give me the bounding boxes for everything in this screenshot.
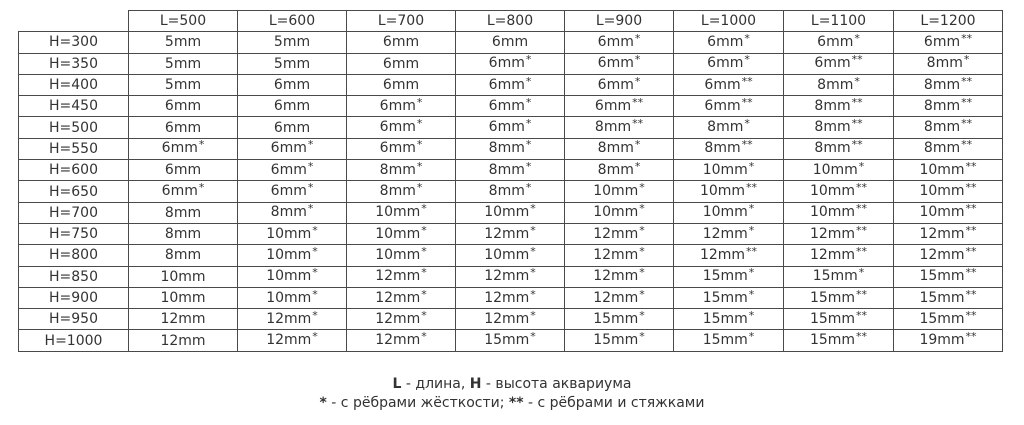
thickness-cell: 12mm*: [565, 287, 674, 308]
thickness-cell: 8mm**: [894, 74, 1003, 95]
row-header: H=850: [19, 266, 129, 287]
row-header: H=950: [19, 309, 129, 330]
thickness-cell: 6mm*: [129, 181, 238, 202]
thickness-cell: 12mm**: [674, 245, 784, 266]
table-row: [19, 74, 1003, 95]
table-row: [19, 138, 1003, 159]
thickness-cell: 6mm**: [784, 53, 894, 74]
thickness-cell: 6mm*: [784, 32, 894, 53]
legend-star-symbol: *: [319, 395, 327, 411]
thickness-cell: 10mm: [129, 266, 238, 287]
thickness-cell: 8mm**: [674, 138, 784, 159]
thickness-cell: 6mm: [238, 74, 347, 95]
thickness-cell: 12mm*: [238, 330, 347, 351]
thickness-cell: 10mm*: [565, 202, 674, 223]
row-header: H=500: [19, 117, 129, 138]
thickness-cell: 12mm*: [238, 309, 347, 330]
thickness-cell: 6mm*: [674, 32, 784, 53]
thickness-cell: 6mm: [238, 117, 347, 138]
thickness-cell: 12mm**: [894, 223, 1003, 244]
thickness-cell: 10mm*: [456, 202, 565, 223]
thickness-cell: 8mm*: [456, 160, 565, 181]
thickness-cell: 6mm*: [347, 117, 456, 138]
column-header: L=1100: [784, 11, 894, 32]
thickness-cell: 6mm: [347, 74, 456, 95]
thickness-cell: 15mm**: [894, 309, 1003, 330]
glass-thickness-table: [18, 10, 1003, 352]
row-header: H=550: [19, 138, 129, 159]
table-row: [19, 160, 1003, 181]
thickness-cell: 6mm**: [565, 96, 674, 117]
thickness-cell: 10mm**: [894, 181, 1003, 202]
thickness-cell: 8mm**: [894, 96, 1003, 117]
row-header: H=800: [19, 245, 129, 266]
table-row: [19, 330, 1003, 351]
thickness-cell: 10mm*: [238, 266, 347, 287]
thickness-cell: 6mm*: [238, 138, 347, 159]
thickness-cell: 10mm*: [347, 245, 456, 266]
thickness-cell: 10mm*: [674, 202, 784, 223]
legend-markers: [0, 394, 1024, 412]
thickness-cell: 6mm*: [456, 96, 565, 117]
thickness-cell: 12mm**: [784, 245, 894, 266]
legend-l-text: - длина,: [401, 376, 470, 392]
thickness-cell: 6mm*: [347, 138, 456, 159]
thickness-cell: 6mm: [347, 32, 456, 53]
thickness-cell: 10mm*: [456, 245, 565, 266]
thickness-cell: 6mm*: [456, 53, 565, 74]
thickness-cell: 10mm*: [565, 181, 674, 202]
thickness-cell: 15mm*: [674, 266, 784, 287]
thickness-cell: 10mm: [129, 287, 238, 308]
thickness-cell: 12mm*: [565, 266, 674, 287]
thickness-cell: 5mm: [238, 32, 347, 53]
table-corner-cell: [19, 11, 129, 32]
legend-h-text: - высота аквариума: [481, 376, 632, 392]
table-row: [19, 223, 1003, 244]
thickness-cell: 6mm*: [238, 181, 347, 202]
thickness-cell: 15mm**: [894, 287, 1003, 308]
thickness-cell: 6mm*: [129, 138, 238, 159]
thickness-cell: 6mm: [129, 160, 238, 181]
thickness-cell: 12mm*: [456, 266, 565, 287]
column-header: L=600: [238, 11, 347, 32]
thickness-cell: 6mm*: [456, 74, 565, 95]
table-body: [19, 32, 1003, 351]
thickness-cell: 10mm*: [674, 160, 784, 181]
thickness-cell: 10mm**: [894, 202, 1003, 223]
thickness-cell: 5mm: [129, 74, 238, 95]
thickness-cell: 8mm**: [565, 117, 674, 138]
thickness-cell: 12mm: [129, 330, 238, 351]
thickness-cell: 10mm**: [784, 181, 894, 202]
thickness-cell: 10mm*: [347, 202, 456, 223]
thickness-cell: 12mm*: [456, 223, 565, 244]
legend-l-symbol: L: [392, 376, 402, 392]
thickness-cell: 8mm: [129, 245, 238, 266]
thickness-cell: 8mm**: [894, 117, 1003, 138]
thickness-cell: 12mm*: [456, 287, 565, 308]
thickness-cell: 8mm*: [456, 138, 565, 159]
thickness-cell: 15mm**: [784, 309, 894, 330]
column-header: L=800: [456, 11, 565, 32]
thickness-cell: 15mm*: [674, 287, 784, 308]
thickness-cell: 8mm*: [456, 181, 565, 202]
thickness-cell: 12mm*: [565, 245, 674, 266]
thickness-cell: 8mm*: [347, 181, 456, 202]
row-header: H=400: [19, 74, 129, 95]
thickness-cell: 6mm: [456, 32, 565, 53]
table-row: [19, 32, 1003, 53]
thickness-cell: 8mm*: [238, 202, 347, 223]
thickness-cell: 10mm**: [784, 202, 894, 223]
row-header: H=300: [19, 32, 129, 53]
table-row: [19, 96, 1003, 117]
thickness-cell: 6mm**: [894, 32, 1003, 53]
thickness-cell: 8mm*: [565, 138, 674, 159]
row-header: H=700: [19, 202, 129, 223]
column-header: L=500: [129, 11, 238, 32]
thickness-cell: 8mm**: [784, 96, 894, 117]
table-row: [19, 53, 1003, 74]
thickness-cell: 8mm*: [674, 117, 784, 138]
thickness-cell: 5mm: [129, 32, 238, 53]
thickness-cell: 19mm**: [894, 330, 1003, 351]
row-header: H=350: [19, 53, 129, 74]
legend-dimensions: [0, 375, 1024, 393]
thickness-cell: 15mm*: [674, 330, 784, 351]
legend-double-star-text: - с рёбрами и стяжками: [523, 395, 705, 411]
thickness-cell: 5mm: [129, 53, 238, 74]
row-header: H=900: [19, 287, 129, 308]
thickness-cell: 10mm**: [894, 160, 1003, 181]
thickness-cell: 8mm*: [784, 74, 894, 95]
thickness-cell: 8mm**: [784, 138, 894, 159]
thickness-cell: 10mm*: [238, 223, 347, 244]
row-header: H=600: [19, 160, 129, 181]
thickness-cell: 15mm*: [674, 309, 784, 330]
thickness-cell: 15mm**: [784, 287, 894, 308]
thickness-cell: 12mm*: [347, 287, 456, 308]
column-header: L=900: [565, 11, 674, 32]
legend-double-star-symbol: **: [508, 395, 524, 411]
thickness-cell: 8mm: [129, 202, 238, 223]
thickness-cell: 12mm*: [456, 309, 565, 330]
thickness-cell: 6mm**: [674, 74, 784, 95]
thickness-cell: 6mm*: [456, 117, 565, 138]
thickness-cell: 12mm*: [674, 223, 784, 244]
thickness-cell: 12mm*: [347, 266, 456, 287]
thickness-cell: 6mm*: [347, 96, 456, 117]
thickness-cell: 15mm*: [456, 330, 565, 351]
thickness-cell: 6mm: [129, 96, 238, 117]
thickness-cell: 15mm*: [565, 330, 674, 351]
thickness-cell: 6mm*: [565, 32, 674, 53]
thickness-cell: 8mm*: [894, 53, 1003, 74]
row-header: H=650: [19, 181, 129, 202]
table-row: [19, 309, 1003, 330]
thickness-cell: 15mm*: [784, 266, 894, 287]
thickness-cell: 10mm*: [238, 287, 347, 308]
thickness-cell: 8mm: [129, 223, 238, 244]
thickness-cell: 8mm**: [894, 138, 1003, 159]
thickness-cell: 12mm*: [347, 330, 456, 351]
thickness-cell: 12mm**: [784, 223, 894, 244]
thickness-cell: 6mm: [347, 53, 456, 74]
thickness-cell: 5mm: [238, 53, 347, 74]
thickness-cell: 10mm*: [784, 160, 894, 181]
table-header-row: [19, 11, 1003, 32]
row-header: H=450: [19, 96, 129, 117]
legend-h-symbol: H: [469, 376, 482, 392]
table-row: [19, 181, 1003, 202]
thickness-cell: 15mm**: [784, 330, 894, 351]
thickness-cell: 6mm: [129, 117, 238, 138]
thickness-cell: 15mm**: [894, 266, 1003, 287]
thickness-cell: 8mm*: [347, 160, 456, 181]
column-header: L=700: [347, 11, 456, 32]
table-row: [19, 266, 1003, 287]
table-row: [19, 202, 1003, 223]
thickness-cell: 6mm: [238, 96, 347, 117]
table-row: [19, 287, 1003, 308]
thickness-cell: 8mm**: [784, 117, 894, 138]
thickness-cell: 10mm**: [674, 181, 784, 202]
row-header: H=1000: [19, 330, 129, 351]
thickness-cell: 12mm**: [894, 245, 1003, 266]
thickness-cell: 6mm*: [565, 74, 674, 95]
thickness-cell: 12mm*: [347, 309, 456, 330]
thickness-cell: 6mm**: [674, 96, 784, 117]
thickness-cell: 10mm*: [238, 245, 347, 266]
row-header: H=750: [19, 223, 129, 244]
thickness-cell: 6mm*: [674, 53, 784, 74]
table-row: [19, 117, 1003, 138]
thickness-cell: 12mm: [129, 309, 238, 330]
thickness-cell: 8mm*: [565, 160, 674, 181]
column-header: L=1000: [674, 11, 784, 32]
thickness-cell: 6mm*: [565, 53, 674, 74]
thickness-cell: 6mm*: [238, 160, 347, 181]
thickness-cell: 10mm*: [347, 223, 456, 244]
thickness-cell: 15mm*: [565, 309, 674, 330]
column-header: L=1200: [894, 11, 1003, 32]
thickness-cell: 12mm*: [565, 223, 674, 244]
legend-star-text: - с рёбрами жёсткости;: [326, 395, 509, 411]
table-row: [19, 245, 1003, 266]
